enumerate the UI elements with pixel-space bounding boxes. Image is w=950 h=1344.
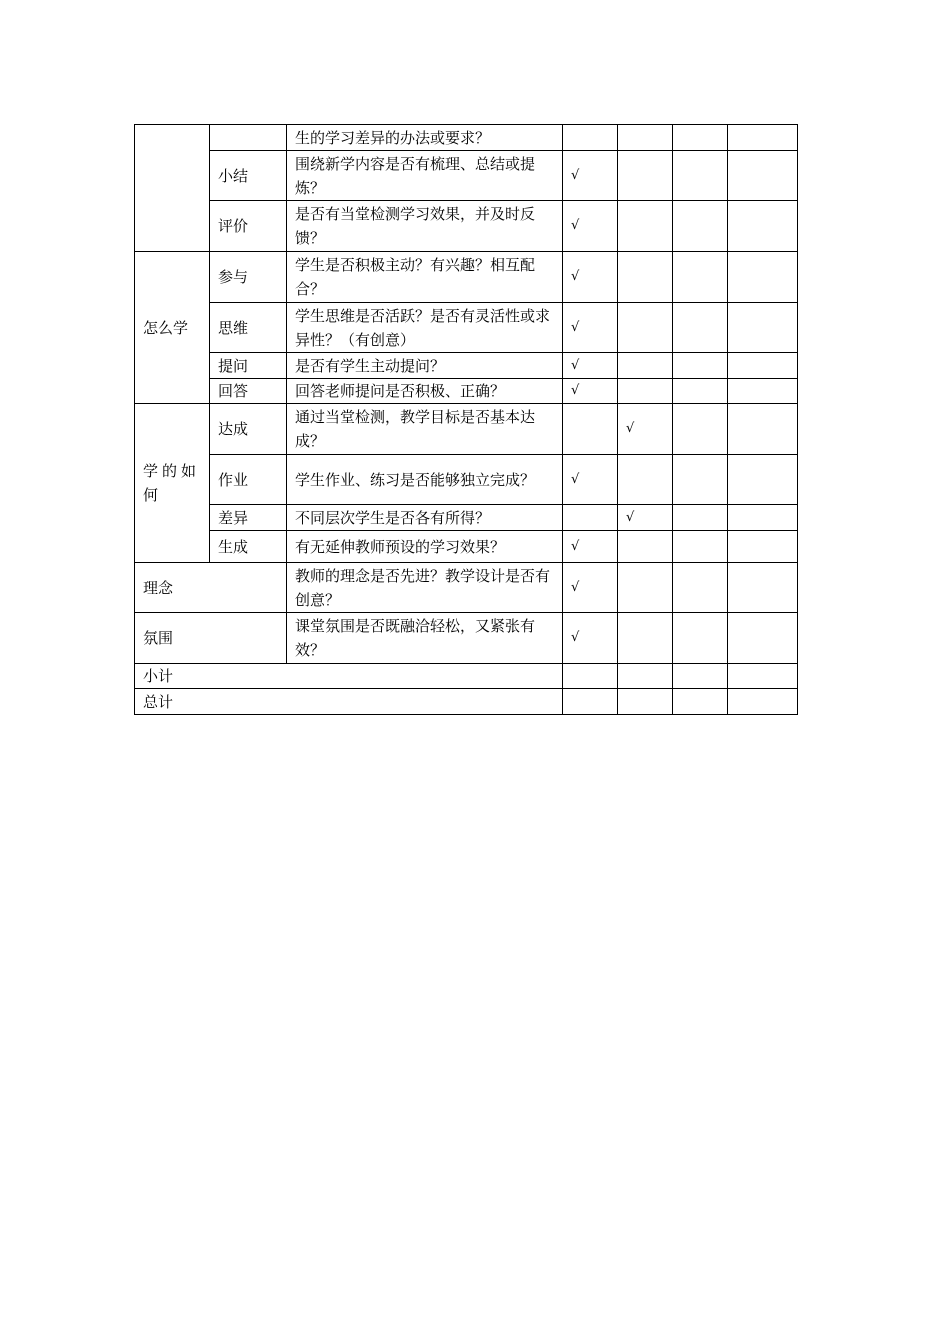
- table-row: [135, 664, 798, 689]
- score-cell: [728, 664, 798, 689]
- criterion-cell: 生的学习差异的办法或要求？: [287, 125, 563, 151]
- score-cell: [618, 689, 673, 715]
- evaluation-table: [134, 124, 798, 715]
- score-cell: [673, 689, 728, 715]
- score-cell: √: [563, 151, 618, 201]
- score-cell: √: [618, 404, 673, 455]
- criterion-cell: 学生是否积极主动？有兴趣？相互配合？: [287, 252, 563, 303]
- score-cell: [728, 455, 798, 505]
- score-cell: √: [618, 505, 673, 531]
- score-cell: [673, 613, 728, 664]
- criterion-cell: 是否有当堂检测学习效果，并及时反馈？: [287, 201, 563, 252]
- table-row: [135, 252, 798, 303]
- score-cell: √: [563, 563, 618, 613]
- table-row: [135, 563, 798, 613]
- table-row: [135, 505, 798, 531]
- criterion-cell: 教师的理念是否先进？教学设计是否有创意？: [287, 563, 563, 613]
- score-cell: √: [563, 613, 618, 664]
- score-cell: [673, 379, 728, 404]
- score-cell: [618, 151, 673, 201]
- subcategory-cell: 评价: [210, 201, 287, 252]
- table-row: [135, 125, 798, 151]
- score-cell: [728, 404, 798, 455]
- score-cell: [563, 404, 618, 455]
- score-cell: √: [563, 201, 618, 252]
- score-cell: [563, 664, 618, 689]
- table-row: [135, 353, 798, 379]
- score-cell: [728, 303, 798, 353]
- score-cell: [618, 252, 673, 303]
- criterion-cell: 课堂氛围是否既融洽轻松，又紧张有效？: [287, 613, 563, 664]
- table-row: [135, 404, 798, 455]
- score-cell: [673, 455, 728, 505]
- score-cell: [618, 353, 673, 379]
- score-cell: √: [563, 252, 618, 303]
- score-cell: [563, 125, 618, 151]
- subcategory-cell: 作业: [210, 455, 287, 505]
- subcategory-cell: 思维: [210, 303, 287, 353]
- category-cell: 理念: [135, 563, 287, 613]
- subcategory-cell: 参与: [210, 252, 287, 303]
- category-cell: 氛围: [135, 613, 287, 664]
- table-row: [135, 455, 798, 505]
- score-cell: √: [563, 531, 618, 563]
- score-cell: √: [563, 455, 618, 505]
- score-cell: √: [563, 379, 618, 404]
- category-cell: 怎么学: [135, 252, 210, 404]
- category-cell: [135, 125, 210, 252]
- score-cell: [728, 689, 798, 715]
- score-cell: √: [563, 353, 618, 379]
- criterion-cell: 是否有学生主动提问？: [287, 353, 563, 379]
- subcategory-cell: [210, 125, 287, 151]
- score-cell: [673, 505, 728, 531]
- score-cell: [618, 125, 673, 151]
- table-row: [135, 531, 798, 563]
- score-cell: [673, 531, 728, 563]
- subcategory-cell: 生成: [210, 531, 287, 563]
- table-row: [135, 689, 798, 715]
- score-cell: [618, 664, 673, 689]
- subtotal-label: 小计: [135, 664, 563, 689]
- score-cell: [618, 201, 673, 252]
- score-cell: [618, 455, 673, 505]
- score-cell: [728, 353, 798, 379]
- score-cell: [673, 664, 728, 689]
- score-cell: [728, 151, 798, 201]
- criterion-cell: 围绕新学内容是否有梳理、总结或提炼？: [287, 151, 563, 201]
- score-cell: [673, 563, 728, 613]
- category-cell: 学的如何: [135, 404, 210, 563]
- score-cell: [728, 563, 798, 613]
- table-row: [135, 151, 798, 201]
- criterion-cell: 通过当堂检测，教学目标是否基本达成？: [287, 404, 563, 455]
- criterion-cell: 有无延伸教师预设的学习效果？: [287, 531, 563, 563]
- score-cell: [673, 252, 728, 303]
- score-cell: [673, 201, 728, 252]
- table-row: [135, 379, 798, 404]
- criterion-cell: 回答老师提问是否积极、正确？: [287, 379, 563, 404]
- score-cell: [563, 505, 618, 531]
- score-cell: [673, 353, 728, 379]
- score-cell: [673, 151, 728, 201]
- subcategory-cell: 小结: [210, 151, 287, 201]
- total-label: 总计: [135, 689, 563, 715]
- subcategory-cell: 回答: [210, 379, 287, 404]
- score-cell: [618, 613, 673, 664]
- subcategory-cell: 达成: [210, 404, 287, 455]
- score-cell: [673, 303, 728, 353]
- criterion-cell: 学生作业、练习是否能够独立完成？: [287, 455, 563, 505]
- score-cell: [728, 125, 798, 151]
- score-cell: [728, 505, 798, 531]
- score-cell: [673, 404, 728, 455]
- score-cell: [618, 303, 673, 353]
- score-cell: [618, 379, 673, 404]
- table-row: [135, 201, 798, 252]
- score-cell: [563, 689, 618, 715]
- score-cell: [728, 613, 798, 664]
- score-cell: √: [563, 303, 618, 353]
- score-cell: [728, 201, 798, 252]
- score-cell: [728, 252, 798, 303]
- score-cell: [728, 531, 798, 563]
- score-cell: [673, 125, 728, 151]
- subcategory-cell: 提问: [210, 353, 287, 379]
- criterion-cell: 不同层次学生是否各有所得？: [287, 505, 563, 531]
- table-row: [135, 303, 798, 353]
- score-cell: [618, 531, 673, 563]
- criterion-cell: 学生思维是否活跃？是否有灵活性或求异性？（有创意）: [287, 303, 563, 353]
- subcategory-cell: 差异: [210, 505, 287, 531]
- table-row: [135, 613, 798, 664]
- score-cell: [728, 379, 798, 404]
- score-cell: [618, 563, 673, 613]
